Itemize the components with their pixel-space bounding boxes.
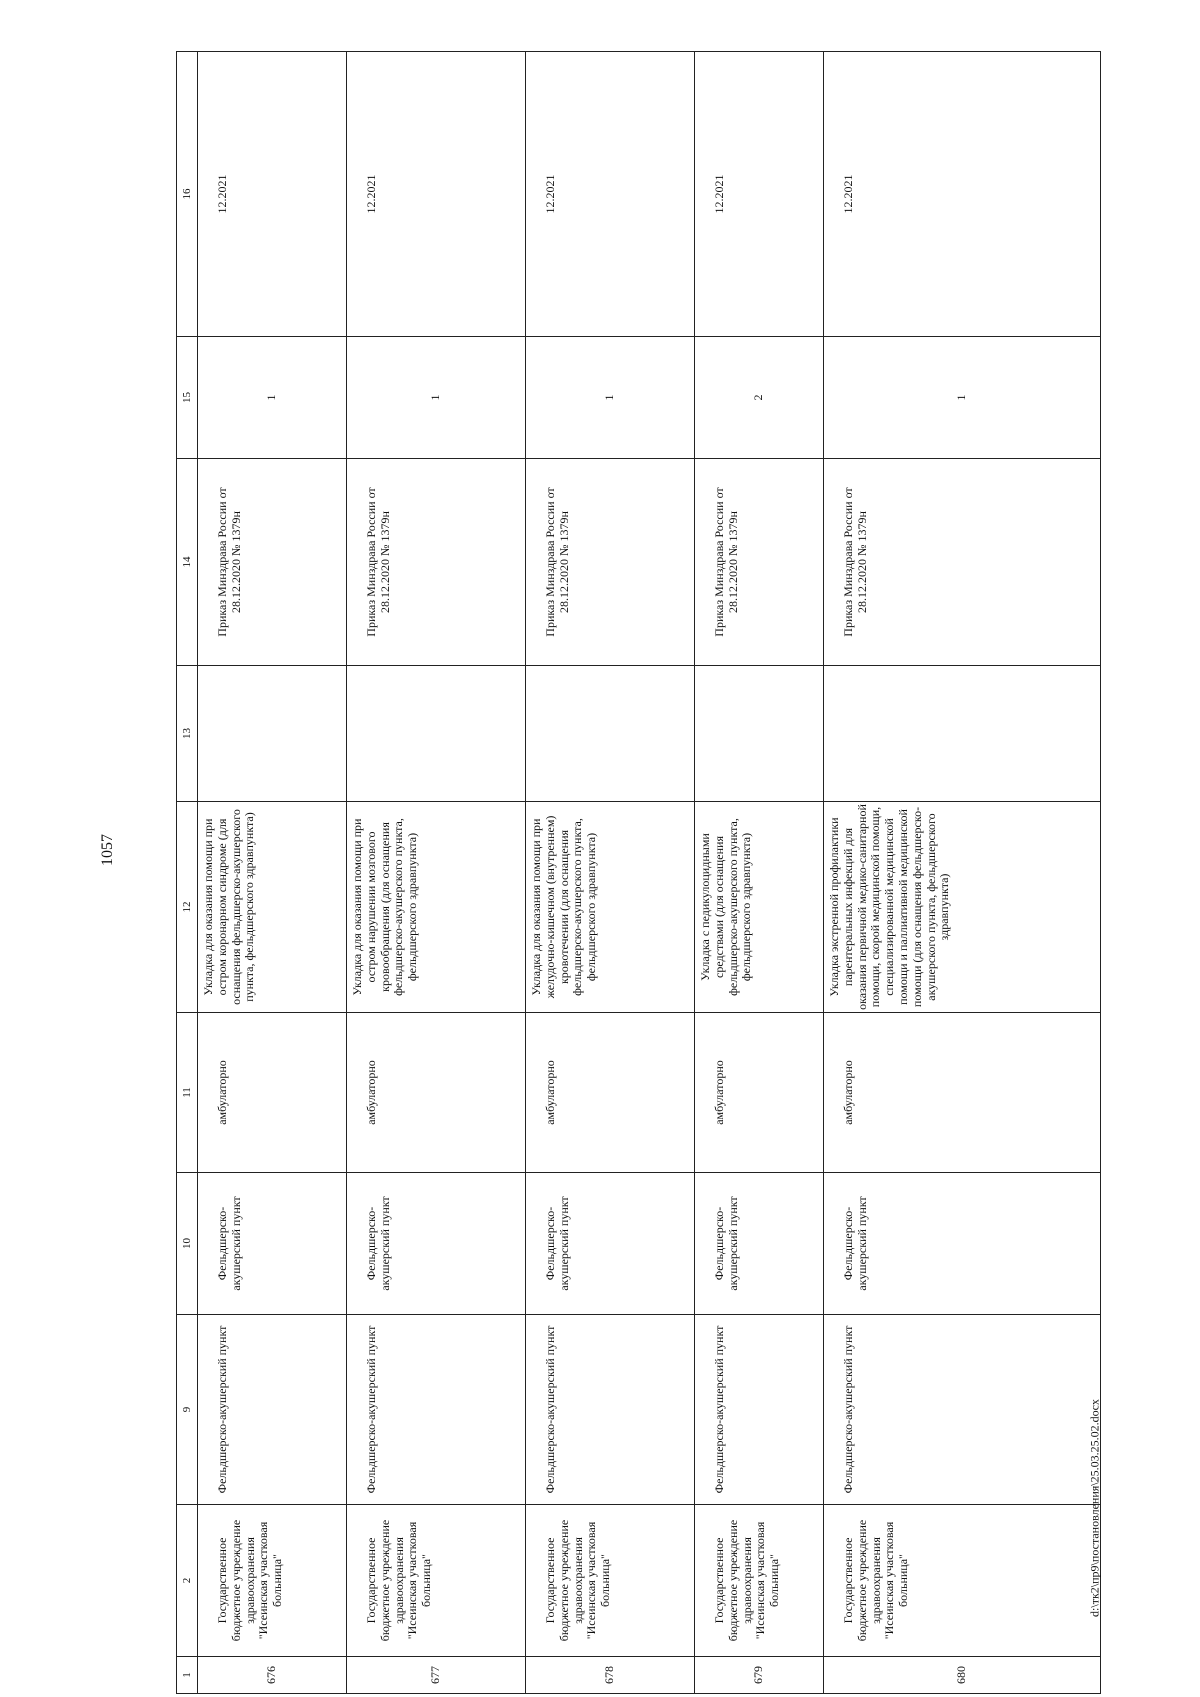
- quantity-cell: 1: [198, 337, 347, 459]
- quantity-cell: 1: [824, 337, 1101, 459]
- header-col-9: 9: [177, 1315, 198, 1505]
- col-13-cell: [695, 666, 824, 802]
- care-conditions-cell: амбулаторно: [526, 1013, 695, 1173]
- date-cell: 12.2021: [695, 52, 824, 337]
- equipment-name-cell: Укладка экстренной профилактики парентеральных инфекций для оказания первичной медико-санитарной помощи, скорой медицинской помощи, специализированной медицинской помощи и паллиативной медицинской помощи (для оснащения фельдшерско-акушерского пункта, фельдшерского здравпункта): [824, 802, 1101, 1013]
- header-col-14: 14: [177, 459, 198, 666]
- order-reference-cell: Приказ Минздрава России от 28.12.2020 № 1379н: [824, 459, 1101, 666]
- unit-type-cell: Фельдшерско-акушерский пункт: [198, 1173, 347, 1315]
- row-number: 679: [695, 1657, 824, 1694]
- equipment-name-cell: Укладка для оказания помощи при остром нарушении мозгового кровообращения (для оснащения фельдшерско-акушерского пункта, фельдшерского здравпункта): [347, 802, 526, 1013]
- date-cell: 12.2021: [347, 52, 526, 337]
- header-col-10: 10: [177, 1173, 198, 1315]
- table-container: [176, 52, 1024, 1694]
- quantity-cell: 1: [526, 337, 695, 459]
- institution-cell: Государственное бюджетное учреждение здравоохранения "Исеинская участковая больница": [347, 1505, 526, 1657]
- header-col-15: 15: [177, 337, 198, 459]
- date-cell: 12.2021: [824, 52, 1101, 337]
- date-cell: 12.2021: [526, 52, 695, 337]
- unit-type-cell: Фельдшерско-акушерский пункт: [695, 1173, 824, 1315]
- table-header: [177, 52, 198, 1694]
- header-col-2: 2: [177, 1505, 198, 1657]
- institution-cell: Государственное бюджетное учреждение здравоохранения "Исеинская участковая больница": [695, 1505, 824, 1657]
- table-row: [198, 52, 347, 1694]
- row-number: 678: [526, 1657, 695, 1694]
- equipment-name-cell: Укладка для оказания помощи при желудочно-кишечном (внутреннем) кровотечении (для оснащения фельдшерско-акушерского пункта, фельдшерского здравпункта): [526, 802, 695, 1013]
- unit-type-cell: Фельдшерско-акушерский пункт: [824, 1173, 1101, 1315]
- table-body: [198, 52, 1101, 1694]
- header-row: [177, 52, 198, 1694]
- order-reference-cell: Приказ Минздрава России от 28.12.2020 № 1379н: [695, 459, 824, 666]
- institution-cell: Государственное бюджетное учреждение здравоохранения "Исеинская участковая больница": [198, 1505, 347, 1657]
- col-13-cell: [198, 666, 347, 802]
- order-reference-cell: Приказ Минздрава России от 28.12.2020 № 1379н: [526, 459, 695, 666]
- quantity-cell: 2: [695, 337, 824, 459]
- subdivision-cell: Фельдшерско-акушерский пункт: [695, 1315, 824, 1505]
- header-col-11: 11: [177, 1013, 198, 1173]
- table-row: [526, 52, 695, 1694]
- care-conditions-cell: амбулаторно: [824, 1013, 1101, 1173]
- date-cell: 12.2021: [198, 52, 347, 337]
- header-col-16: 16: [177, 52, 198, 337]
- subdivision-cell: Фельдшерско-акушерский пункт: [526, 1315, 695, 1505]
- header-col-12: 12: [177, 802, 198, 1013]
- equipment-name-cell: Укладка для оказания помощи при остром коронарном синдроме (для оснащения фельдшерско-акушерского пункта, фельдшерского здравпункта): [198, 802, 347, 1013]
- institution-cell: Государственное бюджетное учреждение здравоохранения "Исеинская участковая больница": [824, 1505, 1101, 1657]
- quantity-cell: 1: [347, 337, 526, 459]
- header-col-1: 1: [177, 1657, 198, 1694]
- header-col-13: 13: [177, 666, 198, 802]
- page-number: 1057: [99, 834, 116, 866]
- row-number: 680: [824, 1657, 1101, 1694]
- equipment-table: [176, 51, 1101, 1694]
- table-row: [695, 52, 824, 1694]
- unit-type-cell: Фельдшерско-акушерский пункт: [526, 1173, 695, 1315]
- care-conditions-cell: амбулаторно: [347, 1013, 526, 1173]
- subdivision-cell: Фельдшерско-акушерский пункт: [824, 1315, 1101, 1505]
- table-row: [824, 52, 1101, 1694]
- unit-type-cell: Фельдшерско-акушерский пункт: [347, 1173, 526, 1315]
- col-13-cell: [824, 666, 1101, 802]
- col-13-cell: [347, 666, 526, 802]
- care-conditions-cell: амбулаторно: [695, 1013, 824, 1173]
- subdivision-cell: Фельдшерско-акушерский пункт: [347, 1315, 526, 1505]
- order-reference-cell: Приказ Минздрава России от 28.12.2020 № 1379н: [198, 459, 347, 666]
- row-number: 676: [198, 1657, 347, 1694]
- col-13-cell: [526, 666, 695, 802]
- table-row: [347, 52, 526, 1694]
- equipment-name-cell: Укладка с педикулоцидными средствами (для оснащения фельдшерско-акушерского пункта, фельдшерского здравпункта): [695, 802, 824, 1013]
- institution-cell: Государственное бюджетное учреждение здравоохранения "Исеинская участковая больница": [526, 1505, 695, 1657]
- row-number: 677: [347, 1657, 526, 1694]
- footer-file-path: d:\тк2\пр9\постановления\25.03.25.02.docx: [1087, 1399, 1102, 1617]
- subdivision-cell: Фельдшерско-акушерский пункт: [198, 1315, 347, 1505]
- order-reference-cell: Приказ Минздрава России от 28.12.2020 № 1379н: [347, 459, 526, 666]
- care-conditions-cell: амбулаторно: [198, 1013, 347, 1173]
